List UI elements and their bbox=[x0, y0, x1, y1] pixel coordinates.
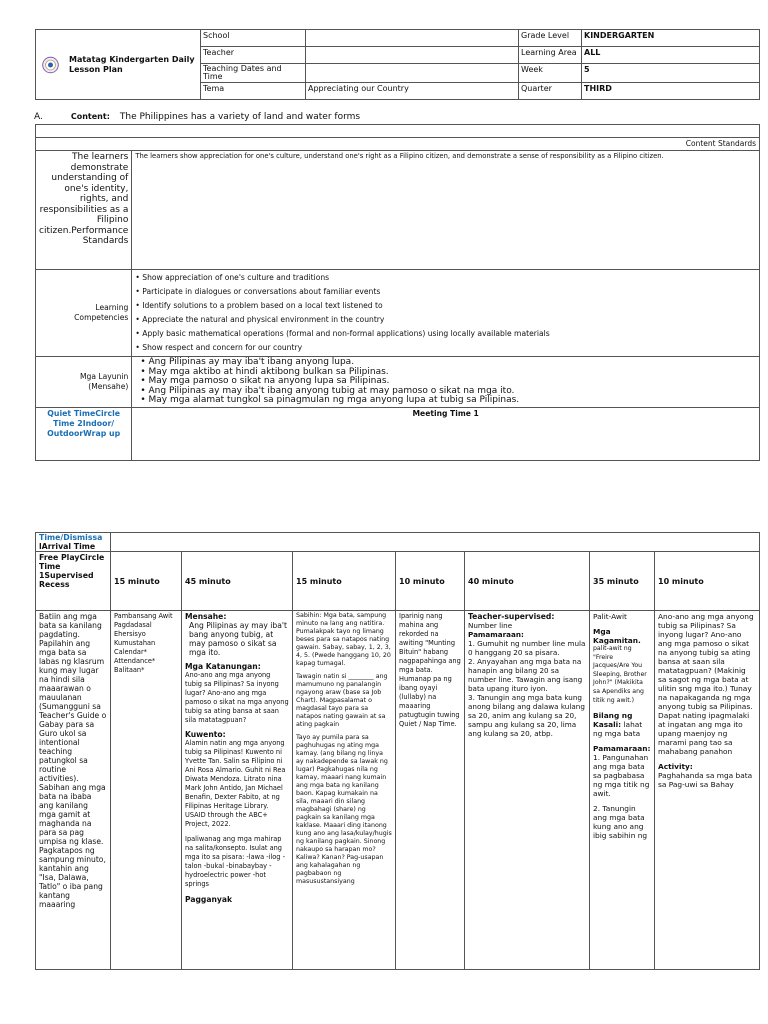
competencies-list bbox=[132, 270, 760, 357]
pamamaraan-label: Pamamaraan: bbox=[468, 630, 524, 639]
standards-table bbox=[35, 124, 760, 461]
recess-text-1: Sabihin: Mga bata, sampung minuto na lang ang natitira. Pumalakpak tayo ng limang beses para sa natapos nating gawain. Sabay, sabay, 1, 2, 3, 4, 5. (Pwede hanggang 10, 20 kapag tumagal. bbox=[296, 612, 391, 667]
pamamaraan-label-2: Pamamaraan: bbox=[593, 744, 651, 754]
competency-item: • Identify solutions to a problem based on a local text listened to bbox=[135, 301, 383, 310]
katanungan-text: Ano-ano ang mga anyong tubig sa Pilipinas? Sa inyong lugar? Ano-ano ang mga pamoso o sikat na mga anyong tubig sa ating bansa at saan sila matatagpuan? bbox=[185, 671, 289, 724]
teacher-value bbox=[306, 47, 519, 64]
competency-item: • Show appreciation of one's culture and traditions bbox=[135, 273, 330, 282]
deped-seal-icon bbox=[42, 53, 59, 77]
step-item: 1. Pangunahan ang mga bata sa pagbabasa ng mga titik ng awit. bbox=[593, 753, 650, 799]
ipaliwanag-text: Ipaliwanag ang mga mahirap na salita/konsepto. Isulat ang mga ito sa pisara: -lawa -ilog -talon -bukal -binabaybay -hydroelectric power -hot springs bbox=[185, 835, 285, 888]
learners-left-text: The learners demonstrate understanding of one's identity, rights, and responsibilities as a Filipino citizen.Performance Standards bbox=[39, 152, 129, 246]
meeting-time-cell bbox=[182, 611, 293, 970]
meeting-time-label: Meeting Time 1 bbox=[132, 407, 760, 460]
kagamitan-label: Mga Kagamitan. bbox=[593, 627, 641, 645]
recess-text-2: Tawagin natin si ________ ang mamumuno ng panalangin ngayong araw (base sa Job Chart). Magpasalamat o magdasal tayo para sa natapos nating gawain at sa ating pagkain bbox=[296, 673, 388, 728]
step-item: 3. Tanungin ang mga bata kung anong bilang ang dalawa kulang sa 20, anim ang kulang sa 20, sampu ang kulang sa 20, lima ang kulang sa 20, atbp. bbox=[468, 693, 585, 738]
school-value bbox=[306, 30, 519, 47]
minutes-header: 10 minuto bbox=[396, 552, 465, 611]
learning-area-label: Learning Area bbox=[519, 47, 582, 64]
teaching-dates-value bbox=[306, 64, 519, 83]
header-table bbox=[35, 29, 760, 100]
pagganyak-label: Pagganyak bbox=[185, 895, 233, 904]
quiet-time-label: Quiet TimeCircle Time 2Indoor/ OutdoorWrap up bbox=[36, 407, 132, 460]
learning-area-value: ALL bbox=[582, 47, 760, 64]
minutes-header: 15 minuto bbox=[293, 552, 396, 611]
quarter-label: Quarter bbox=[519, 83, 582, 100]
teacher-supervised-label: Teacher-supervised: bbox=[468, 612, 555, 621]
content-letter: A. bbox=[34, 112, 43, 122]
plan-title: Matatag Kindergarten Daily Lesson Plan bbox=[69, 54, 195, 74]
kuwento-text: Alamin natin ang mga anyong tubig sa Pilipinas! Kuwento ni Yvette Tan. Salin sa Filipino ni Ani Rosa Almario. Guhit ni Rea Diwata Mendoza. Litrato nina Mark John Antido, Jan Michael Benafin, Dexter Fabito, at ng Filipinas Heritage Library. USAID through the ABC+ Project, 2022. bbox=[185, 739, 286, 828]
recess-text-3: Tayo ay pumila para sa paghuhugas ng ating mga kamay. (ang bilang ng linya ay nakadepende sa lawak ng lugar) Pagkahugas nila ng kamay, maaari nang kumain ang mga bata ng kanilang baon. Kapag kumakain na sila, maaari din silang magbahagi (share) ng pagkain sa kanilang mga kaklase. Maaari ding itanong kung ano ang lasa/kulay/hugis ng kanilang pagkain. Sinong nakaupo sa harapan mo? Kaliwa? Kanan? Pag-usapan ang kahalagahan ng pagbabaon ng masusustansiyang bbox=[296, 734, 392, 885]
minutes-header: 40 minuto bbox=[465, 552, 590, 611]
circle-time-2-cell bbox=[465, 611, 590, 970]
minutes-header: 15 minuto bbox=[111, 552, 182, 611]
corner-cell bbox=[36, 533, 111, 552]
logo-cell bbox=[36, 30, 201, 100]
recess-cell bbox=[293, 611, 396, 970]
layunin-item: • Ang Pilipinas ay may iba't ibang anyong lupa. bbox=[140, 357, 355, 367]
learners-right-cell bbox=[132, 151, 760, 270]
activity-label: Activity: bbox=[658, 762, 693, 771]
week-label: Week bbox=[519, 64, 582, 83]
competency-item: • Show respect and concern for our country bbox=[135, 343, 303, 352]
step-item: 2. Anyayahan ang mga bata na hanapin ang bilang 20 sa number line. Tawagin ang isang bata upang ituro iyon. bbox=[468, 657, 583, 693]
content-label: Content: bbox=[70, 112, 110, 121]
tema-label: Tema bbox=[201, 83, 306, 100]
quiet-time-cell: Iparinig nang mahina ang rekorded na awiting "Munting Bituin" habang nagpapahinga ang mga bata. Humanap pa ng ibang oyayi (lullaby) na maaaring patugtugin tuwing Quiet / Nap Time. bbox=[396, 611, 465, 970]
kagamitan-text: palit-awit ng "Freire Jacques/Are You Sleeping, Brother John?" (Makikita sa Apendiks ang titik ng awit.) bbox=[593, 645, 647, 704]
opening-routine-cell: Pambansang Awit Pagdadasal Ehersisyo Kumustahan Calendar* Attendance* Balitaan* bbox=[111, 611, 182, 970]
layunin-list bbox=[132, 357, 760, 408]
mensahe-text: Ang Pilipinas ay may iba't bang anyong tubig, at may pamoso o sikat sa mga ito. bbox=[189, 621, 287, 657]
number-line-label: Number line bbox=[468, 621, 513, 630]
competency-item: • Apply basic mathematical operations (formal and non-formal applications) using locally available materials bbox=[135, 329, 550, 338]
arrival-cell: Batiin ang mga bata sa kanilang pagdating. Papilahin ang mga bata sa labas ng klasrum kung may lugar na hindi sila maaarawan o mauulanan (Sumangguni sa Teacher's Guide o Gabay para sa Guro ukol sa intentional teaching patungkol sa routine activities). Sabihan ang mga bata na ibaba ang kanilang mga gamit at maghanda na para sa pag umpisa ng klase. Pagkatapos ng sampung minuto, kantahin ang "Isa, Dalawa, Tatlo" o iba pang kantang maaaring bbox=[36, 611, 111, 970]
competency-item: • Appreciate the natural and physical environment in the country bbox=[135, 315, 385, 324]
content-line bbox=[34, 112, 360, 122]
layunin-item: • May mga aktibo at hindi aktibong bulkan sa Pilipinas. bbox=[140, 366, 389, 377]
mensahe-label: Mensahe: bbox=[185, 612, 227, 621]
layunin-label: Mga Layunin (Mensahe) bbox=[36, 357, 132, 408]
competency-item: • Participate in dialogues or conversations about familiar events bbox=[135, 287, 381, 296]
step-item: 1. Gumuhit ng number line mula 0 hanggang 20 sa pisara. bbox=[468, 639, 586, 657]
competencies-label: Learning Competencies bbox=[36, 270, 132, 357]
activity-text: Paghahanda sa mga bata sa Pag-uwi sa Bahay bbox=[658, 771, 753, 789]
week-value: 5 bbox=[582, 64, 760, 83]
wrap-up-cell bbox=[655, 611, 760, 970]
grade-level-label: Grade Level bbox=[519, 30, 582, 47]
content-text: The Philippines has a variety of land and water forms bbox=[119, 112, 361, 122]
corner-spacer bbox=[111, 533, 760, 552]
blank-row bbox=[36, 125, 760, 138]
minutes-header: 10 minuto bbox=[655, 552, 760, 611]
quarter-value: THIRD bbox=[582, 83, 760, 100]
schedule-table bbox=[35, 532, 760, 970]
layunin-item: • May mga alamat tungkol sa pinagmulan ng mga anyong lupa at tubig sa Pilipinas. bbox=[140, 395, 520, 405]
wrap-up-text: Ano-ano ang mga anyong tubig sa Pilipinas? Sa inyong lugar? Ano-ano ang mga pamoso o sikat na anyong tubig sa ating bansa at saan sila matatagpuan? (Makinig sa sagot ng mga bata at ulitin sng mga ito.) Tunay na napakaganda ng mga anyong tubig sa Pilipinas. Dapat nating ipagmalaki at ingatan ang mga ito upang maenjoy ng marami pang tao sa mahabang panahon bbox=[658, 612, 754, 756]
school-label: School bbox=[201, 30, 306, 47]
corner-blue-label: Time/Dismissa bbox=[39, 533, 103, 542]
minutes-header: 35 minuto bbox=[590, 552, 655, 611]
step-item: 2. Tanungin ang mga bata kung ano ang ibig sabihin ng bbox=[593, 804, 648, 841]
teacher-label: Teacher bbox=[201, 47, 306, 64]
learners-left-cell bbox=[36, 151, 132, 270]
layunin-item: • May mga pamoso o sikat na anyong lupa sa Pilipinas. bbox=[140, 376, 390, 386]
tema-value: Appreciating our Country bbox=[306, 83, 519, 100]
minutes-header: 45 minuto bbox=[182, 552, 293, 611]
corner-black-label: lArrival Time bbox=[39, 542, 96, 551]
kasali-label: Bilang ng Kasali: bbox=[593, 711, 633, 730]
indoor-outdoor-cell bbox=[590, 611, 655, 970]
palit-awit-label: Palit-Awit bbox=[593, 612, 627, 621]
layunin-item: • Ang Pilipinas ay may iba't ibang anyong tubig at may pamoso o sikat na mga ito. bbox=[140, 385, 515, 396]
first-col-header: Free PlayCircle Time 1Supervised Recess bbox=[36, 552, 111, 611]
content-standards-label: Content Standards bbox=[36, 138, 760, 151]
grade-level-value: KINDERGARTEN bbox=[582, 30, 760, 47]
kuwento-label: Kuwento: bbox=[185, 730, 226, 739]
teaching-dates-label: Teaching Dates and Time bbox=[201, 64, 306, 83]
katanungan-label: Mga Katanungan: bbox=[185, 662, 261, 671]
learners-right-text: The learners show appreciation for one's culture, understand one's right as a Filipino citizen, and demonstrate a sense of responsibility as a Filipino citizen. bbox=[135, 152, 664, 160]
kasali-text: lahat ng mga bata bbox=[593, 720, 643, 739]
kasali-block bbox=[593, 711, 651, 738]
